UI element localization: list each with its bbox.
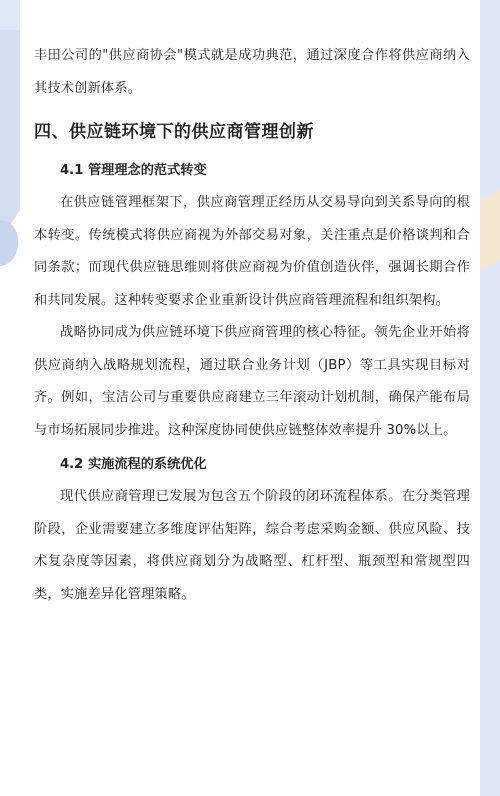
intro-paragraph: 丰田公司的"供应商协会"模式就是成功典范，通过深度合作将供应商纳入其技术创新体系。: [34, 48, 470, 96]
document-content: [34, 40, 470, 611]
subsection-4-1-title: 4.1 管理理念的范式转变: [60, 163, 207, 178]
right-blue-band: [480, 0, 500, 796]
subsection-4-1-paragraph-2: 战略协同成为供应链环境下供应商管理的核心特征。领先企业开始将供应商纳入战略规划流程，通过联合业务计划（JBP）等工具实现目标对齐。例如，宝洁公司与重要供应商建立三年滚动计划机制，确保产能布局与市场拓展同步推进。这种深度协同使供应链整体效率提升 30%以上。: [34, 325, 470, 438]
document-page: [20, 0, 480, 796]
subsection-4-2-title: 4.2 实施流程的系统优化: [60, 457, 207, 472]
subsection-4-2-paragraph-1: 现代供应商管理已发展为包含五个阶段的闭环流程体系。在分类管理阶段，企业需要建立多维度评估矩阵，综合考虑采购金额、供应风险、技术复杂度等因素，将供应商划分为战略型、杠杆型、瓶颈型和常规型四类，实施差异化管理策略。: [34, 489, 470, 602]
section-title: 四、供应链环境下的供应商管理创新: [34, 122, 314, 142]
subsection-4-1-paragraph-1: 在供应链管理框架下，供应商管理正经历从交易导向到关系导向的根本转变。传统模式将供应商视为外部交易对象，关注重点是价格谈判和合同条款；而现代供应链思维则将供应商视为价值创造伙伴，强调长期合作和共同发展。这种转变要求企业重新设计供应商管理流程和组织架构。: [34, 195, 470, 308]
right-warm-band: [480, 190, 500, 270]
